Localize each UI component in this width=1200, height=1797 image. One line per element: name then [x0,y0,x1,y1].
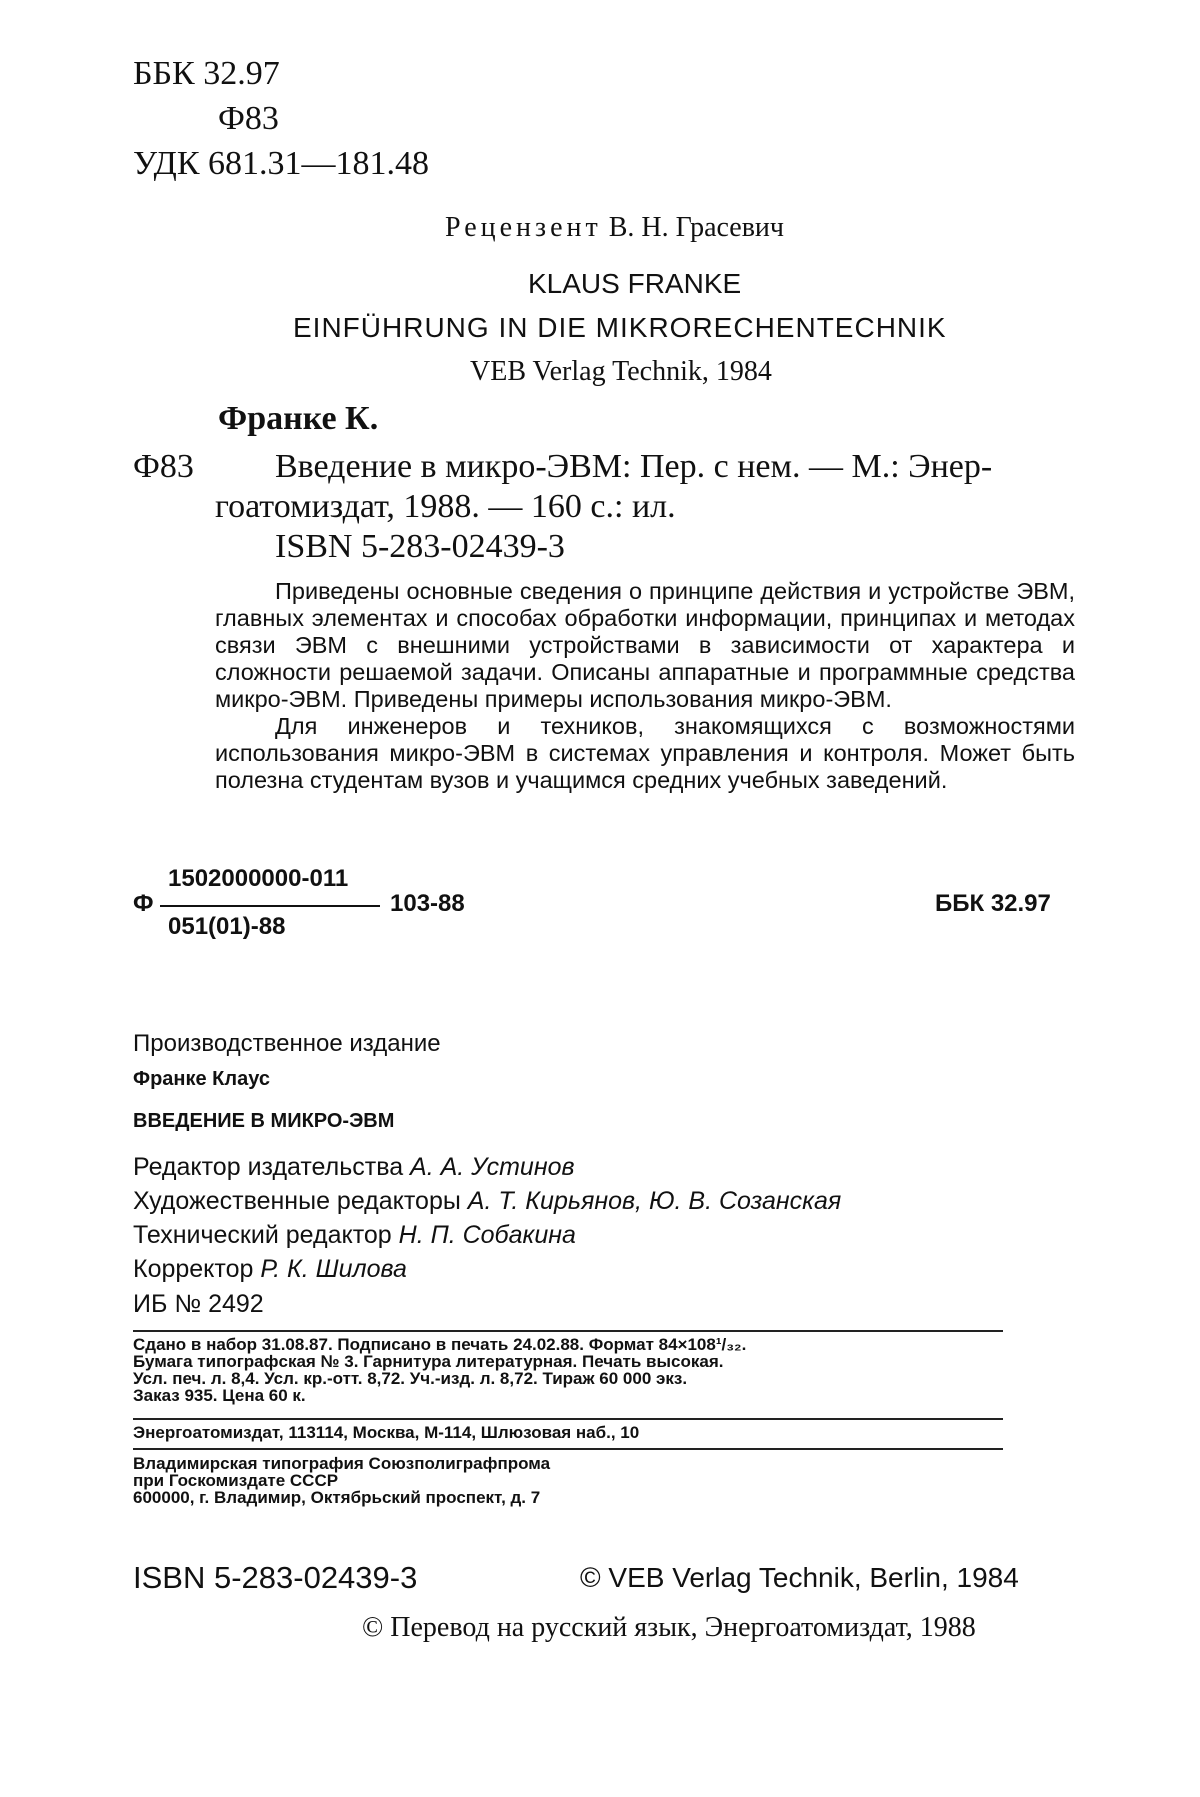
editor-name: А. А. Устинов [410,1153,575,1181]
index-letter: Ф [133,890,154,917]
colophon-publisher [133,1424,1003,1441]
tech-editor-name: Н. П. Собакина [398,1221,576,1249]
tech-editor-label: Технический редактор [133,1221,392,1249]
abstract-paragraph-1: Приведены основные сведения о принципе действия и устройстве ЭВМ, главных элементах и способах обработки информации, принципах и методах связи ЭВМ с внешними устройствами в зависимости от характера и сложности решаемой задачи. Описаны аппаратные и программные средства микро-ЭВМ. Приведены примеры использования микро-ЭВМ. [215,578,1075,712]
proofreader-line [133,1255,407,1284]
bbk-code: ББК 32.97 [133,55,280,92]
original-title: EINFÜHRUNG IN DIE MIKRORECHENTECHNIK [293,312,947,343]
catalog-isbn: ISBN 5-283-02439-3 [275,528,565,565]
edition-type: Производственное издание [133,1030,441,1057]
editor-line [133,1153,575,1182]
imprint-title: ВВЕДЕНИЕ В МИКРО-ЭВМ [133,1110,395,1132]
index-numerator: 1502000000-011 [168,865,349,892]
catalog-author: Франке К. [218,400,379,437]
publisher-address: Энергоатомиздат, 113114, Москва, М-114, Шлюзовая наб., 10 [133,1423,640,1442]
reviewer-line [445,212,784,244]
art-editors-line [133,1187,841,1216]
abstract-paragraph-2: Для инженеров и техников, знакомящихся с возможностями использования микро-ЭВМ в системах управления и контроля. Может быть полезна студентам вузов и учащимся средних учебных заведений. [215,713,1075,793]
catalog-description-line1: Введение в микро-ЭВМ: Пер. с нем. — М.: Энер- [275,448,993,485]
colophon-line: Заказ 935. Цена 60 к. [133,1386,306,1405]
index-fraction-bar [160,905,380,907]
udk-code: УДК 681.31—181.48 [133,145,430,182]
proofreader-name: Р. К. Шилова [260,1255,407,1283]
colophon-rule-middle [133,1418,1003,1420]
printer-line: 600000, г. Владимир, Октябрьский проспект, д. 7 [133,1488,541,1507]
proofreader-label: Корректор [133,1255,254,1283]
copyright-original: © VEB Verlag Technik, Berlin, 1984 [580,1562,1019,1593]
colophon-line: Бумага типографская № 3. Гарнитура литературная. Печать высокая. [133,1352,724,1371]
catalog-description-line2: гоатомиздат, 1988. — 160 с.: ил. [215,488,676,525]
footer-isbn: ISBN 5-283-02439-3 [133,1560,418,1595]
printer-line: Владимирская типография Союзполиграфпрома [133,1454,551,1473]
colophon-line: Усл. печ. л. 8,4. Усл. кр.-отт. 8,72. Уч.-изд. л. 8,72. Тираж 60 000 экз. [133,1369,688,1388]
reviewer-label: Рецензент [445,212,602,243]
colophon-line: Сдано в набор 31.08.87. Подписано в печать 24.02.88. Формат 84×108¹/₃₂. [133,1335,747,1354]
colophon-rule-top [133,1330,1003,1332]
printer-line: при Госкомиздате СССР [133,1471,339,1490]
abstract [215,578,1075,794]
original-author: KLAUS FRANKE [528,268,742,299]
original-publisher: VEB Verlag Technik, 1984 [470,356,772,387]
colophon-print-data [133,1336,1003,1404]
art-editors-label: Художественные редакторы [133,1187,461,1215]
index-bbk: ББК 32.97 [935,890,1051,917]
copyright-translation: © Перевод на русский язык, Энергоатомиздат, 1988 [362,1612,976,1643]
ib-number: ИБ № 2492 [133,1290,264,1318]
imprint-author: Франке Клаус [133,1068,270,1090]
colophon-rule-bottom [133,1448,1003,1450]
reviewer-name: В. Н. Грасевич [608,212,784,243]
index-denominator: 051(01)-88 [168,913,286,940]
tech-editor-line [133,1221,576,1250]
art-editors-names: А. Т. Кирьянов, Ю. В. Созанская [467,1187,842,1215]
catalog-code: Ф83 [133,448,194,485]
index-number: 103-88 [390,890,465,917]
author-mark: Ф83 [218,100,279,137]
editor-label: Редактор издательства [133,1153,404,1181]
colophon-printer [133,1455,1003,1506]
